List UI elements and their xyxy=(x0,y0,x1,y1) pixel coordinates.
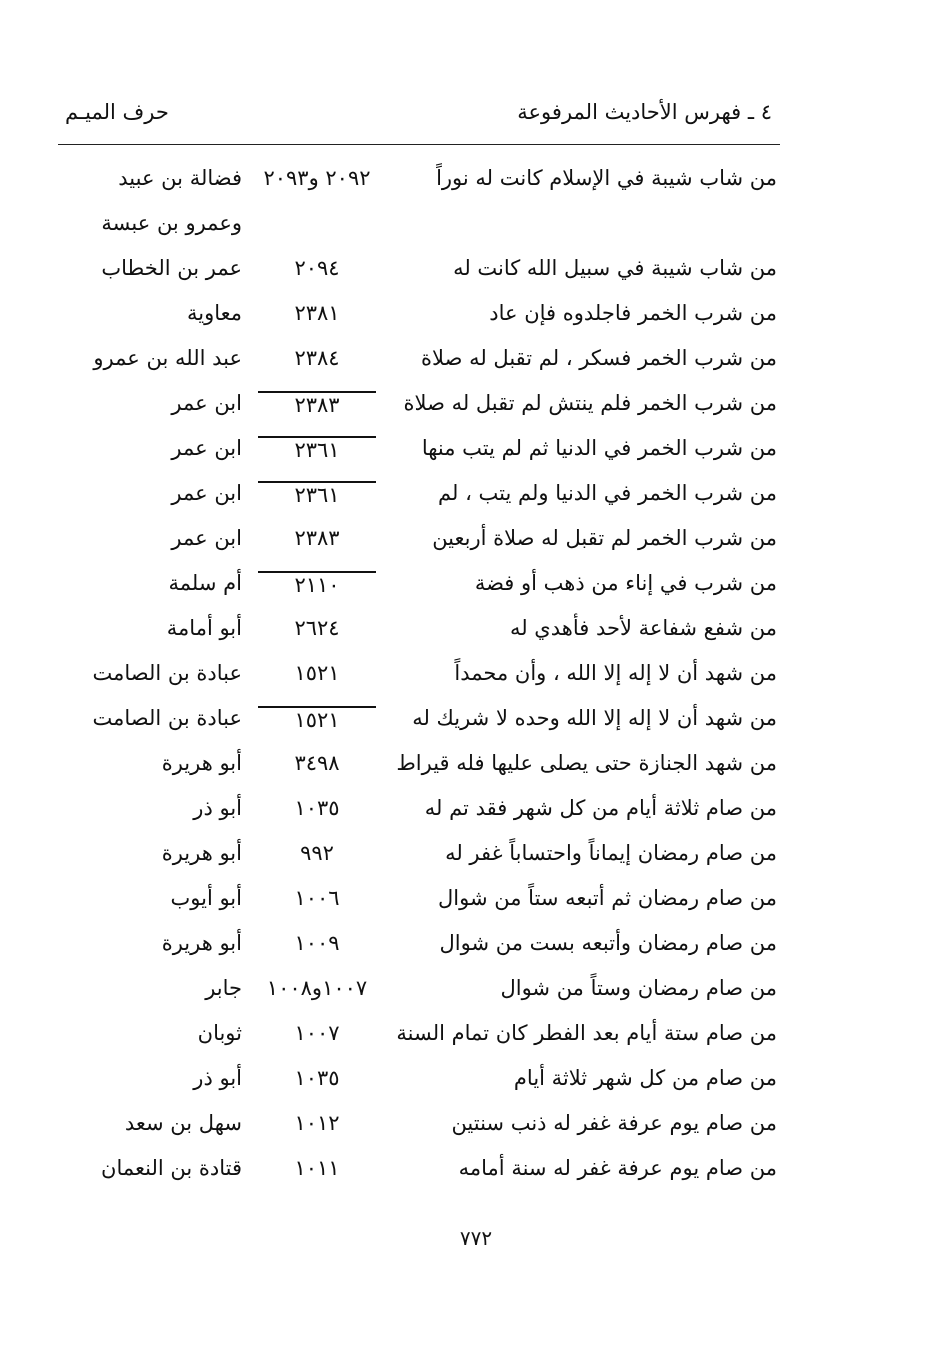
narrator-name: أبو ذر xyxy=(193,1066,242,1090)
narrator-name: عبادة بن الصامت xyxy=(92,706,242,730)
hadith-number: ١٠٠٦ xyxy=(294,886,340,910)
hadith-number: ١٠١١ xyxy=(294,1156,340,1180)
index-row xyxy=(0,563,952,608)
index-row xyxy=(0,203,952,248)
index-row xyxy=(0,428,952,473)
hadith-text: من شهد الجنازة حتى يصلى عليها فله قيراط xyxy=(396,751,777,775)
narrator-name: فضالة بن عبيد xyxy=(118,166,242,190)
hadith-text: من شفع شفاعة لأحد فأهدي له xyxy=(509,616,777,640)
hadith-number: ١٠١٢ xyxy=(294,1111,340,1135)
index-row xyxy=(0,473,952,518)
hadith-number: ٢١١٠ xyxy=(258,571,376,598)
narrator-name: ابن عمر xyxy=(171,481,242,505)
hadith-number: ١٥٢١ xyxy=(258,706,376,733)
narrator-name: قتادة بن النعمان xyxy=(101,1156,242,1180)
hadith-number: ٢٠٩٤ xyxy=(294,256,340,280)
index-row xyxy=(0,248,952,293)
hadith-text: من صام رمضان إيماناً واحتساباً غفر له xyxy=(445,841,777,865)
index-row xyxy=(0,608,952,653)
index-row xyxy=(0,1013,952,1058)
hadith-text: من شرب الخمر في الدنيا ثم لم يتب منها xyxy=(421,436,777,460)
index-row xyxy=(0,788,952,833)
narrator-name: أبو هريرة xyxy=(161,931,242,955)
narrator-name: أبو هريرة xyxy=(161,751,242,775)
hadith-text: من صام رمضان ثم أتبعه ستاً من شوال xyxy=(438,886,777,910)
narrator-name: سهل بن سعد xyxy=(124,1111,242,1135)
hadith-number: ٢٦٢٤ xyxy=(294,616,340,640)
hadith-number: ١٠٠٧و١٠٠٨ xyxy=(266,976,368,1000)
hadith-text: من شرب الخمر فلم ينتش لم تقبل له صلاة xyxy=(403,391,777,415)
narrator-name: معاوية xyxy=(186,301,242,325)
page-number: ٧٧٢ xyxy=(459,1226,493,1250)
narrator-name: جابر xyxy=(205,976,242,1000)
hadith-number: ٢٣٨٣ xyxy=(258,391,376,418)
hadith-number: ١٠٣٥ xyxy=(294,796,340,820)
narrator-name: أم سلمة xyxy=(168,571,242,595)
hadith-number: ١٠٣٥ xyxy=(294,1066,340,1090)
narrator-name: عمر بن الخطاب xyxy=(101,256,242,280)
index-row xyxy=(0,1058,952,1103)
hadith-number: ٢٣٦١ xyxy=(258,481,376,508)
hadith-text: من شرب في إناء من ذهب أو فضة xyxy=(474,571,777,595)
narrator-name: عبد الله بن عمرو xyxy=(93,346,242,370)
index-row xyxy=(0,1148,952,1193)
narrator-name: أبو ذر xyxy=(193,796,242,820)
hadith-text: من صام رمضان وأتبعه بست من شوال xyxy=(439,931,777,955)
index-row xyxy=(0,383,952,428)
index-row xyxy=(0,878,952,923)
hadith-text: من شرب الخمر فسكر ، لم تقبل له صلاة xyxy=(421,346,777,370)
hadith-text: من شرب الخمر في الدنيا ولم يتب ، لم xyxy=(438,481,777,505)
hadith-number: ٢٣٨١ xyxy=(294,301,340,325)
narrator-name: أبو هريرة xyxy=(161,841,242,865)
index-row xyxy=(0,698,952,743)
narrator-name: ابن عمر xyxy=(171,436,242,460)
narrator-name: ابن عمر xyxy=(171,526,242,550)
hadith-number: ٩٩٢ xyxy=(300,841,334,865)
narrator-name: وعمرو بن عبسة xyxy=(101,211,242,235)
hadith-number: ٢٣٦١ xyxy=(258,436,376,463)
hadith-index-list xyxy=(0,158,952,1193)
narrator-name: أبو أمامة xyxy=(166,616,242,640)
hadith-text: من شهد أن لا إله إلا الله ، وأن محمداً xyxy=(454,661,777,685)
hadith-text: من شاب شيبة في الإسلام كانت له نوراً xyxy=(436,166,777,190)
index-row xyxy=(0,743,952,788)
hadith-number: ١٠٠٧ xyxy=(294,1021,340,1045)
narrator-name: ابن عمر xyxy=(171,391,242,415)
hadith-text: من شاب شيبة في سبيل الله كانت له xyxy=(453,256,777,280)
narrator-name: عبادة بن الصامت xyxy=(92,661,242,685)
index-row xyxy=(0,158,952,203)
hadith-number: ١٥٢١ xyxy=(294,661,340,685)
index-row xyxy=(0,833,952,878)
hadith-text: من شرب الخمر لم تقبل له صلاة أربعين xyxy=(432,526,777,550)
narrator-name: أبو أيوب xyxy=(170,886,242,910)
hadith-number: ١٠٠٩ xyxy=(294,931,340,955)
index-row xyxy=(0,653,952,698)
hadith-text: من شرب الخمر فاجلدوه فإن عاد xyxy=(489,301,777,325)
index-row xyxy=(0,518,952,563)
hadith-text: من صام يوم عرفة غفر له سنة أمامه xyxy=(458,1156,777,1180)
index-row xyxy=(0,968,952,1013)
hadith-number: ٢٣٨٣ xyxy=(294,526,340,550)
section-title: ٤ ـ فهرس الأحاديث المرفوعة xyxy=(517,100,772,124)
hadith-number: ٢٣٨٤ xyxy=(294,346,340,370)
hadith-text: من صام ستة أيام بعد الفطر كان تمام السنة xyxy=(396,1021,777,1045)
header-rule xyxy=(58,144,780,145)
hadith-text: من صام رمضان وستاً من شوال xyxy=(500,976,777,1000)
hadith-number: ٣٤٩٨ xyxy=(294,751,340,775)
index-row xyxy=(0,1103,952,1148)
hadith-text: من شهد أن لا إله إلا الله وحده لا شريك له xyxy=(412,706,777,730)
narrator-name: ثوبان xyxy=(197,1021,242,1045)
index-row xyxy=(0,338,952,383)
hadith-text: من صام من كل شهر ثلاثة أيام xyxy=(513,1066,777,1090)
index-row xyxy=(0,293,952,338)
hadith-number: ٢٠٩٢ و٢٠٩٣ xyxy=(263,166,371,190)
hadith-text: من صام يوم عرفة غفر له ذنب سنتين xyxy=(451,1111,777,1135)
hadith-text: من صام ثلاثة أيام من كل شهر فقد تم له xyxy=(424,796,777,820)
chapter-title: حرف الميـم xyxy=(65,100,169,124)
index-row xyxy=(0,923,952,968)
